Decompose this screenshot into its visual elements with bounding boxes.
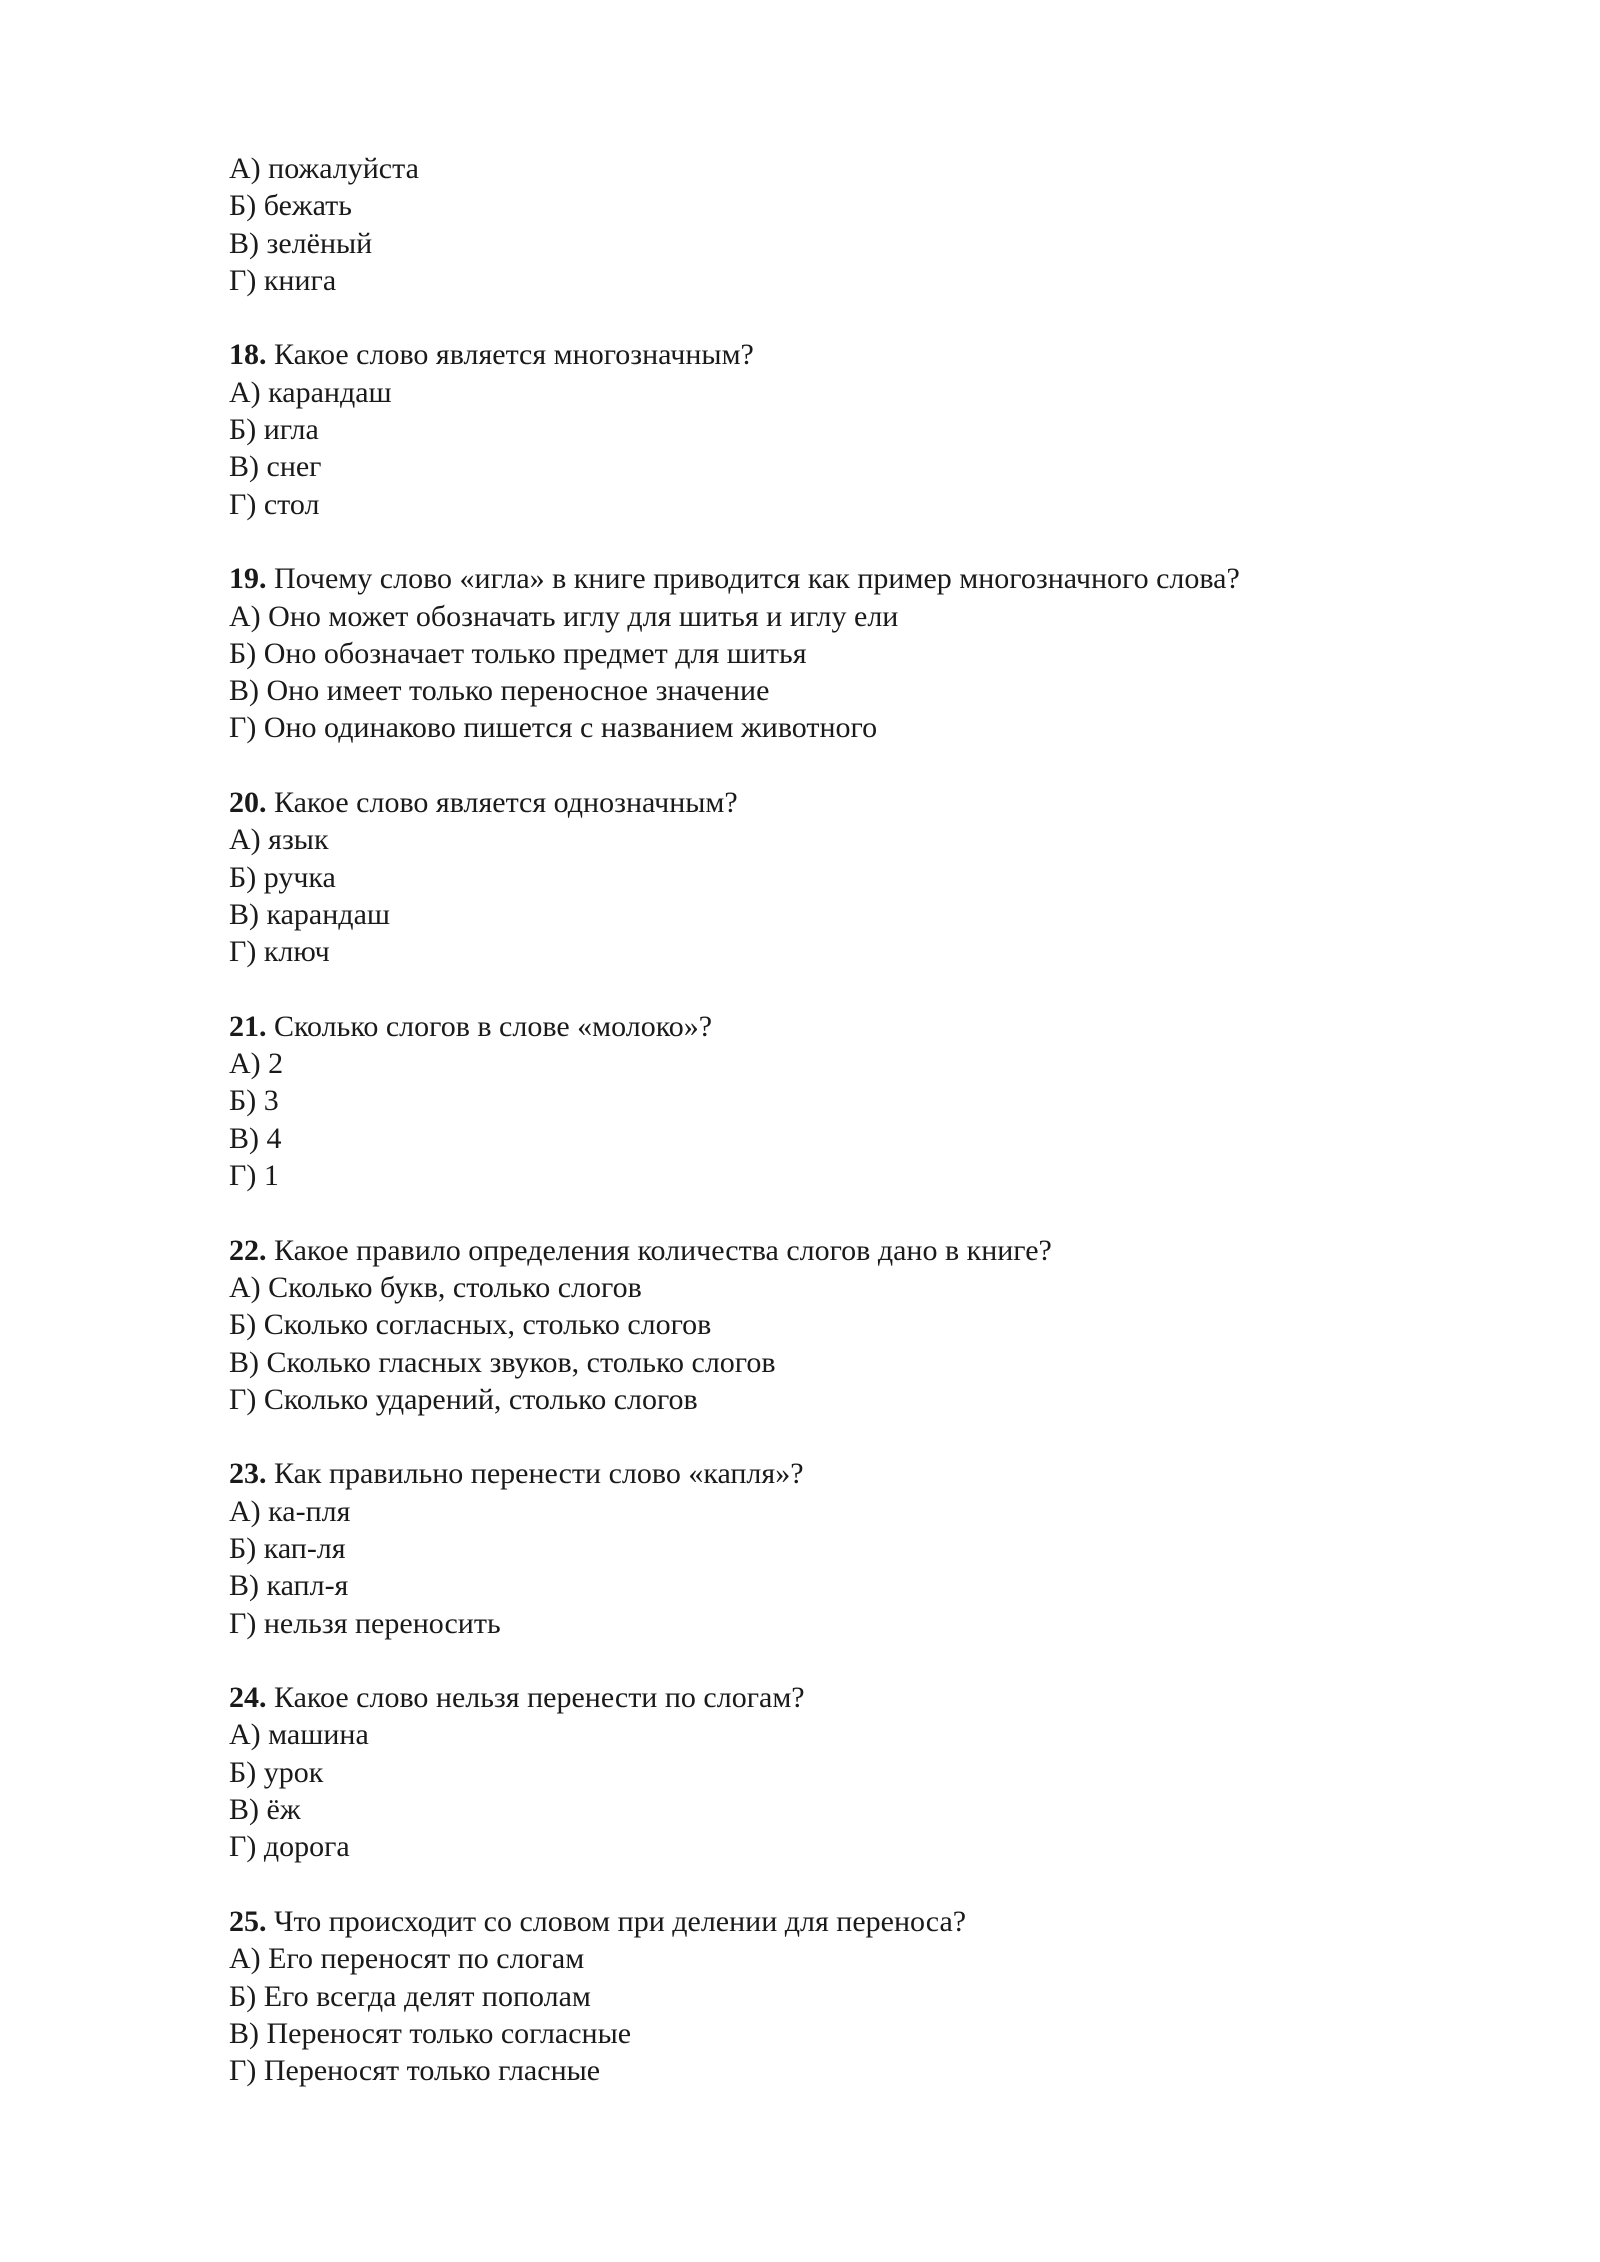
answer-option: Г) Оно одинаково пишется с названием животного	[229, 711, 878, 745]
answer-option: В) Сколько гласных звуков, столько слогов	[229, 1345, 776, 1379]
answer-option: Г) 1	[229, 1159, 279, 1193]
question-number: 19.	[229, 562, 267, 596]
answer-option: Г) Сколько ударений, столько слогов	[229, 1382, 698, 1416]
answer-option: Б) игла	[229, 413, 319, 447]
question-23	[229, 1455, 1429, 1641]
answer-option: Б) ручка	[229, 860, 336, 894]
answer-option: В) Переносят только согласные	[229, 2016, 632, 2050]
question-text: Как правильно перенести слово «капля»?	[266, 1457, 804, 1491]
answer-option: Г) нельзя переносить	[229, 1606, 501, 1640]
answer-option: Г) дорога	[229, 1830, 350, 1864]
answer-option: В) ёж	[229, 1793, 301, 1827]
question-25	[229, 1903, 1429, 2089]
answer-option: А) ка-пля	[229, 1494, 351, 1528]
answer-option: Г) стол	[229, 487, 320, 521]
question-19	[229, 560, 1429, 746]
question-number: 20.	[229, 786, 267, 820]
question-heading	[229, 1008, 1429, 1045]
question-heading	[229, 1679, 1429, 1716]
question-18	[229, 336, 1429, 522]
answer-option: Б) кап-ля	[229, 1531, 346, 1565]
document-page	[229, 150, 1429, 2127]
answer-option: В) 4	[229, 1121, 282, 1155]
answer-option: Г) ключ	[229, 935, 330, 969]
answer-option: А) Сколько букв, столько слогов	[229, 1270, 642, 1304]
question-heading	[229, 1903, 1429, 1940]
question-number: 23.	[229, 1457, 267, 1491]
answer-option: В) карандаш	[229, 897, 390, 931]
question-number: 21.	[229, 1009, 267, 1043]
question-text: Какое слово нельзя перенести по слогам?	[266, 1681, 805, 1715]
question-20	[229, 784, 1429, 970]
answer-option: А) 2	[229, 1047, 284, 1081]
answer-option: Г) Переносят только гласные	[229, 2054, 601, 2088]
answer-option: В) зелёный	[229, 226, 373, 260]
answer-option: В) Оно имеет только переносное значение	[229, 674, 770, 708]
answer-option: А) машина	[229, 1718, 369, 1752]
question-text: Сколько слогов в слове «молоко»?	[266, 1009, 713, 1043]
answer-option: А) пожалуйста	[229, 152, 419, 185]
answer-option: Б) 3	[229, 1084, 279, 1118]
answer-option: Б) Его всегда делят пополам	[229, 1979, 591, 2013]
question-number: 25.	[229, 1904, 267, 1938]
question-text: Какое слово является однозначным?	[266, 786, 738, 820]
answer-option: В) снег	[229, 450, 322, 484]
question-number: 24.	[229, 1681, 267, 1715]
answer-option: Б) Оно обозначает только предмет для шитья	[229, 636, 807, 670]
answer-option: В) капл-я	[229, 1569, 349, 1603]
question-heading	[229, 1232, 1429, 1269]
answer-option: А) карандаш	[229, 375, 392, 409]
question-24	[229, 1679, 1429, 1865]
question-heading	[229, 784, 1429, 821]
answer-option: Б) Сколько согласных, столько слогов	[229, 1308, 712, 1342]
question-text: Что происходит со словом при делении для переноса?	[266, 1904, 967, 1938]
answer-option: А) Оно может обозначать иглу для шитья и иглу ели	[229, 599, 899, 633]
question-number: 18.	[229, 338, 267, 372]
question-text: Почему слово «игла» в книге приводится как пример многозначного слова?	[266, 562, 1240, 596]
answer-option: А) Его переносят по слогам	[229, 1942, 585, 1976]
answer-option: А) язык	[229, 823, 329, 857]
question-22	[229, 1232, 1429, 1418]
answer-option: Б) бежать	[229, 189, 352, 223]
question-heading	[229, 1455, 1429, 1492]
question-text: Какое слово является многозначным?	[266, 338, 754, 372]
question-text: Какое правило определения количества слогов дано в книге?	[266, 1233, 1052, 1267]
question-heading	[229, 560, 1429, 597]
answer-option: Б) урок	[229, 1755, 324, 1789]
question-number: 22.	[229, 1233, 267, 1267]
question-21	[229, 1008, 1429, 1194]
question-heading	[229, 336, 1429, 373]
answer-option: Г) книга	[229, 263, 337, 297]
question-17-options	[229, 150, 1429, 299]
